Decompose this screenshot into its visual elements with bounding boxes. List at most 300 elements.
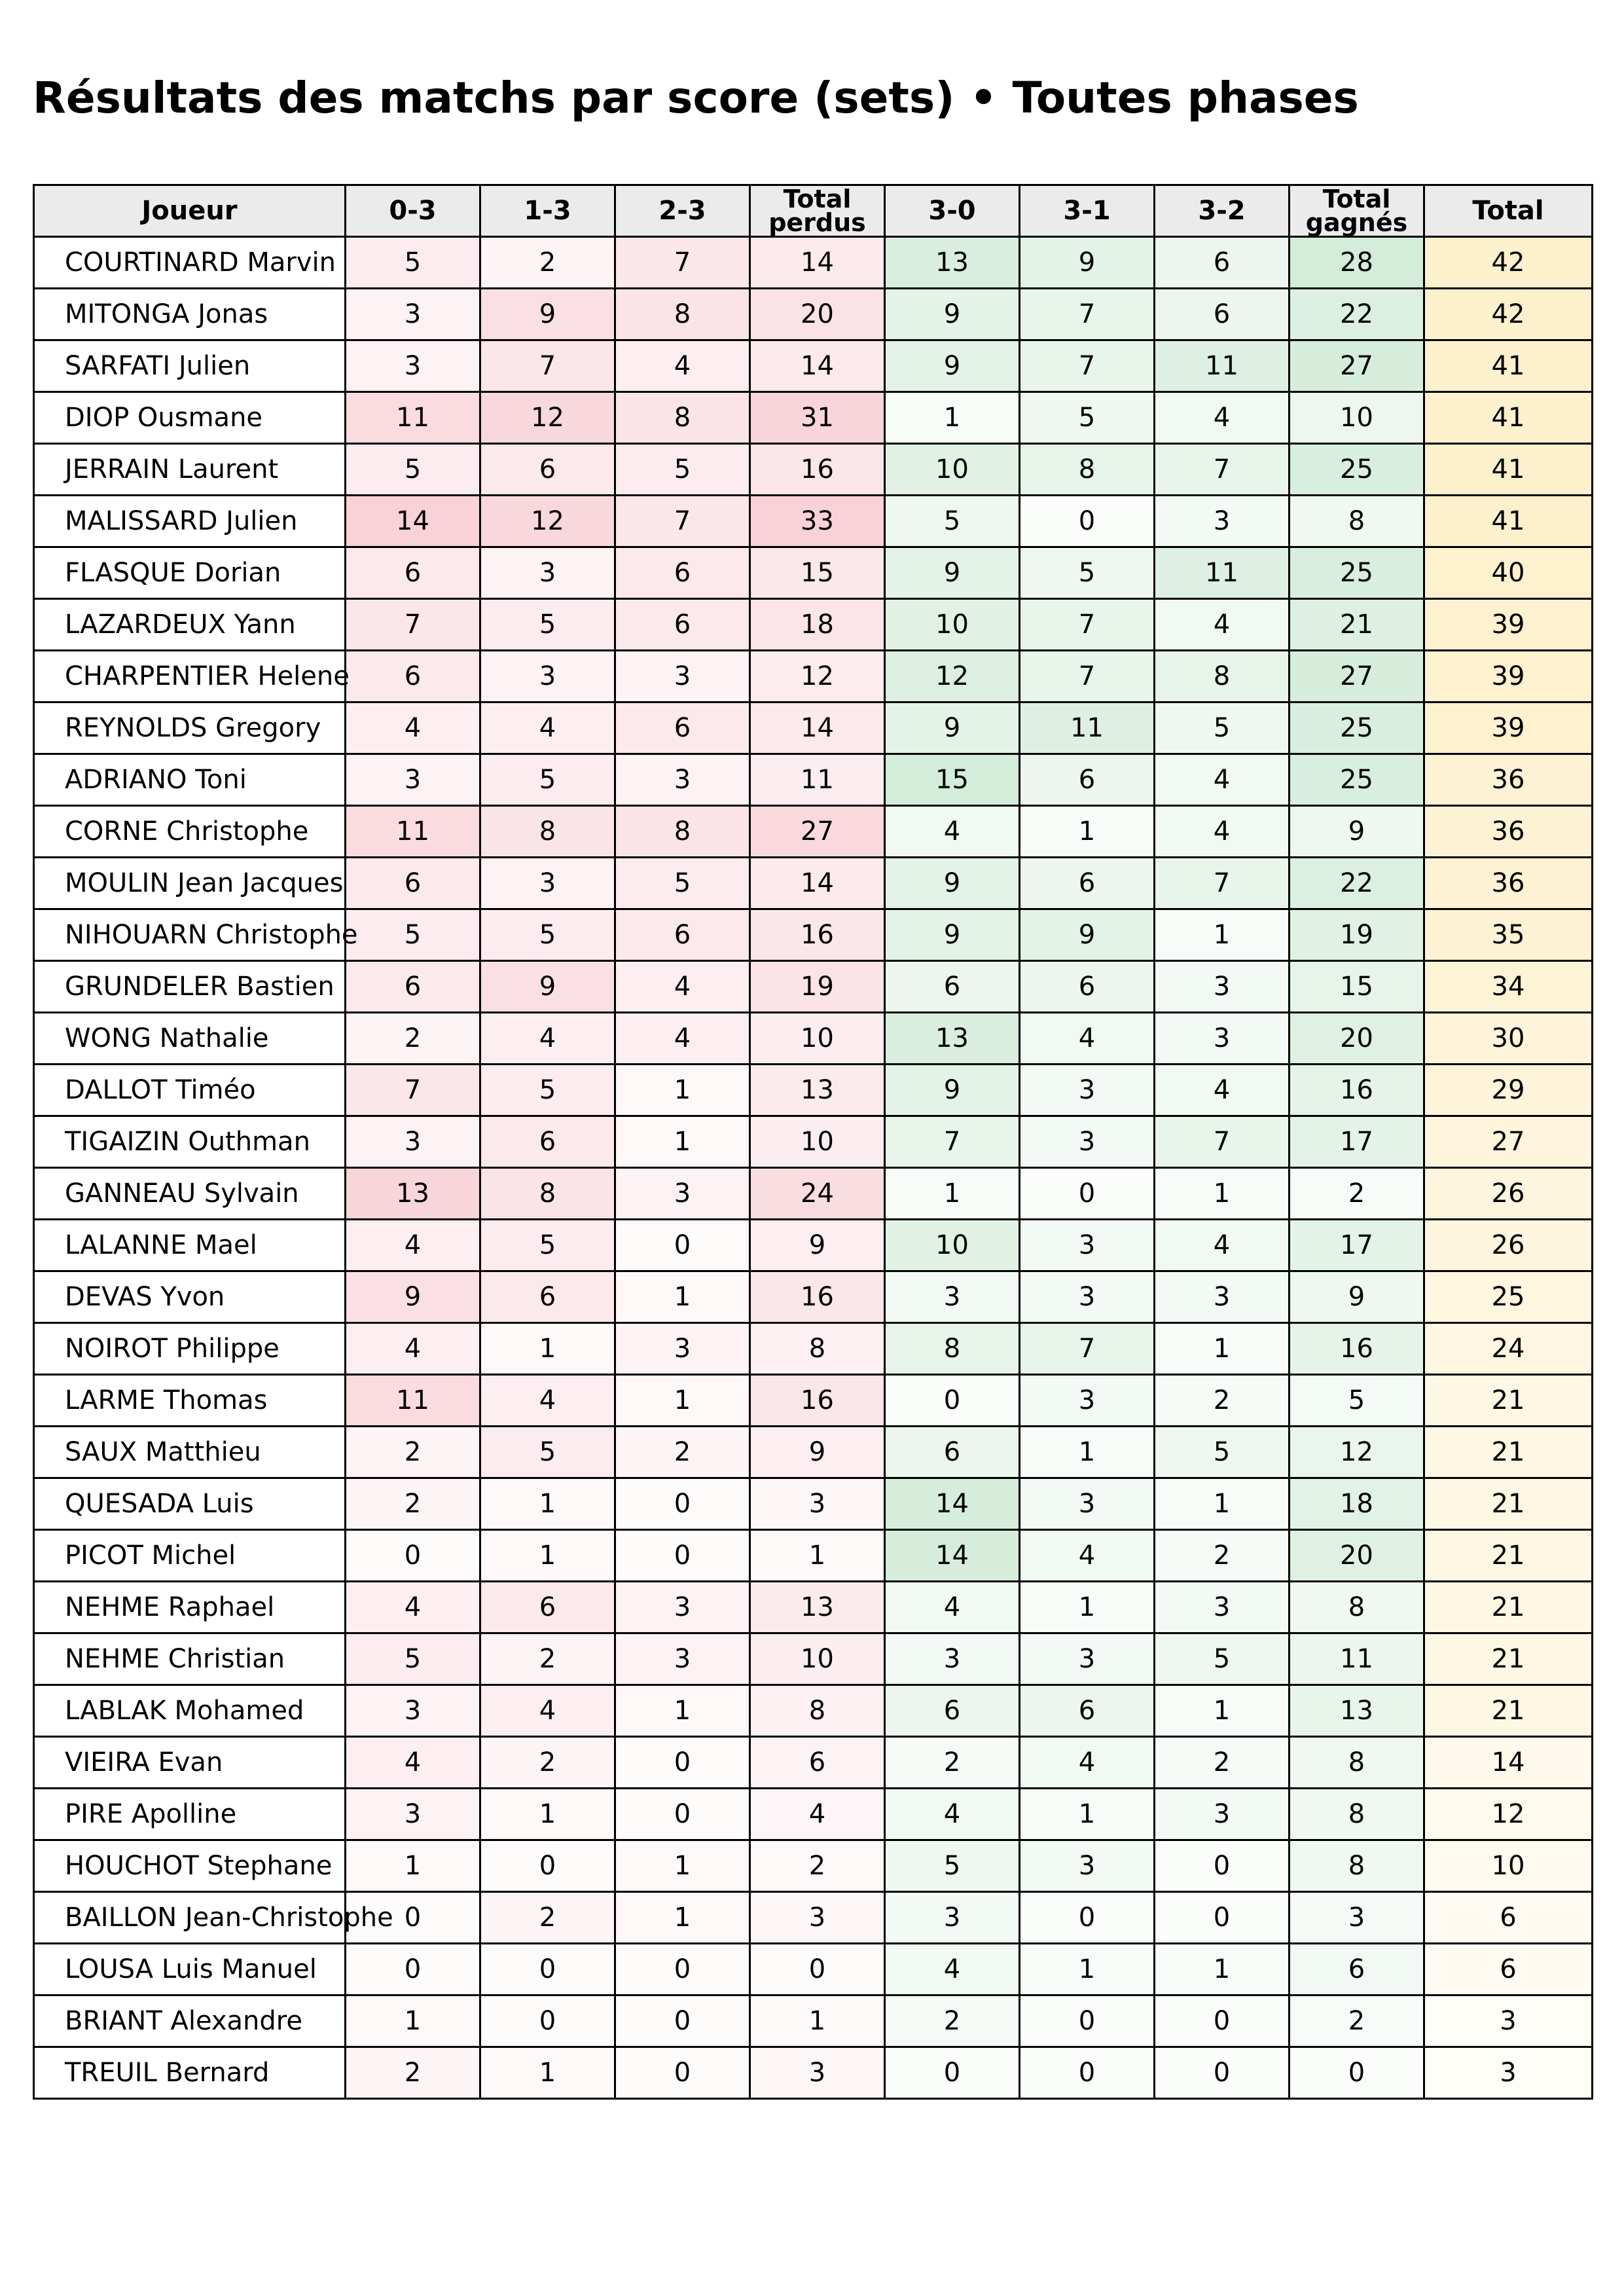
cell-total-won: 9 [1290,806,1424,858]
cell-won-3-2: 5 [1155,702,1290,754]
cell-total-lost: 1 [750,1995,885,2047]
cell-total: 41 [1424,496,1593,547]
cell-lost-2-3: 8 [615,392,750,444]
cell-lost-2-3: 3 [615,1168,750,1220]
cell-total: 36 [1424,754,1593,806]
cell-total-won: 11 [1290,1633,1424,1685]
cell-lost-1-3: 1 [480,1530,615,1582]
cell-total-won: 8 [1290,1789,1424,1840]
table-row [34,1685,1593,1737]
cell-won-3-1: 4 [1020,1737,1155,1789]
cell-total: 30 [1424,1013,1593,1065]
cell-lost-1-3: 4 [480,1013,615,1065]
cell-lost-0-3: 2 [346,1013,480,1065]
table-row [34,1013,1593,1065]
cell-won-3-0: 1 [885,1168,1020,1220]
header-player[interactable]: Joueur [34,185,346,237]
cell-won-3-0: 14 [885,1478,1020,1530]
cell-player-name: MOULIN Jean Jacques [34,858,346,909]
cell-won-3-2: 2 [1155,1375,1290,1427]
cell-lost-1-3: 5 [480,754,615,806]
cell-lost-2-3: 5 [615,444,750,496]
cell-won-3-1: 1 [1020,1944,1155,1995]
cell-lost-1-3: 1 [480,2047,615,2099]
cell-won-3-1: 5 [1020,547,1155,599]
cell-total-lost: 2 [750,1840,885,1892]
cell-total: 21 [1424,1633,1593,1685]
cell-player-name: SAUX Matthieu [34,1427,346,1478]
cell-won-3-0: 9 [885,340,1020,392]
cell-won-3-1: 6 [1020,1685,1155,1737]
cell-lost-0-3: 5 [346,1633,480,1685]
cell-won-3-1: 3 [1020,1271,1155,1323]
table-row [34,1220,1593,1271]
cell-player-name: LALANNE Mael [34,1220,346,1271]
cell-total-won: 8 [1290,1582,1424,1633]
cell-total-won: 20 [1290,1530,1424,1582]
page-title: Résultats des matchs par score (sets) • Toutes phases [33,73,1359,123]
cell-lost-0-3: 3 [346,754,480,806]
cell-total-lost: 14 [750,237,885,289]
header-total-lost-line2: perdus [768,208,866,237]
cell-won-3-1: 0 [1020,496,1155,547]
cell-won-3-0: 10 [885,1220,1020,1271]
cell-lost-1-3: 2 [480,1737,615,1789]
cell-lost-1-3: 5 [480,1427,615,1478]
cell-lost-1-3: 2 [480,1892,615,1944]
table-row [34,444,1593,496]
cell-total-won: 12 [1290,1427,1424,1478]
cell-lost-1-3: 5 [480,599,615,651]
cell-lost-1-3: 0 [480,1840,615,1892]
cell-lost-1-3: 3 [480,547,615,599]
cell-won-3-2: 1 [1155,1323,1290,1375]
cell-lost-2-3: 6 [615,909,750,961]
cell-lost-2-3: 7 [615,237,750,289]
table-row [34,1530,1593,1582]
cell-won-3-2: 0 [1155,1995,1290,2047]
cell-won-3-2: 5 [1155,1633,1290,1685]
cell-player-name: MITONGA Jonas [34,289,346,340]
cell-won-3-2: 11 [1155,340,1290,392]
cell-total-won: 21 [1290,599,1424,651]
cell-player-name: NOIROT Philippe [34,1323,346,1375]
table-row [34,1892,1593,1944]
cell-total-lost: 4 [750,1789,885,1840]
cell-lost-1-3: 1 [480,1323,615,1375]
cell-total-won: 2 [1290,1995,1424,2047]
cell-lost-1-3: 4 [480,1685,615,1737]
cell-lost-1-3: 5 [480,909,615,961]
cell-lost-2-3: 0 [615,1737,750,1789]
cell-player-name: NEHME Christian [34,1633,346,1685]
header-total[interactable]: Total [1424,185,1593,237]
cell-won-3-1: 0 [1020,2047,1155,2099]
cell-won-3-1: 7 [1020,1323,1155,1375]
cell-lost-2-3: 3 [615,1633,750,1685]
cell-won-3-2: 0 [1155,1892,1290,1944]
cell-lost-2-3: 3 [615,1323,750,1375]
cell-total-lost: 16 [750,1271,885,1323]
cell-total-lost: 10 [750,1013,885,1065]
cell-total: 29 [1424,1065,1593,1116]
cell-total: 42 [1424,237,1593,289]
cell-lost-0-3: 4 [346,1582,480,1633]
cell-total: 39 [1424,702,1593,754]
table-row [34,651,1593,702]
cell-won-3-0: 4 [885,806,1020,858]
cell-won-3-1: 7 [1020,289,1155,340]
cell-lost-1-3: 8 [480,806,615,858]
cell-won-3-0: 8 [885,1323,1020,1375]
cell-total-lost: 19 [750,961,885,1013]
cell-won-3-1: 1 [1020,1789,1155,1840]
cell-player-name: JERRAIN Laurent [34,444,346,496]
cell-lost-0-3: 1 [346,1840,480,1892]
cell-won-3-2: 4 [1155,1220,1290,1271]
cell-lost-0-3: 6 [346,961,480,1013]
cell-total-lost: 24 [750,1168,885,1220]
cell-total-lost: 6 [750,1737,885,1789]
cell-lost-2-3: 1 [615,1685,750,1737]
cell-total-lost: 0 [750,1944,885,1995]
cell-lost-2-3: 4 [615,961,750,1013]
cell-total: 21 [1424,1427,1593,1478]
cell-total: 3 [1424,2047,1593,2099]
table-row [34,702,1593,754]
cell-won-3-2: 4 [1155,806,1290,858]
cell-won-3-2: 7 [1155,1116,1290,1168]
cell-won-3-2: 3 [1155,1789,1290,1840]
cell-lost-2-3: 3 [615,651,750,702]
table-row [34,1116,1593,1168]
cell-won-3-2: 1 [1155,1478,1290,1530]
cell-total-won: 25 [1290,547,1424,599]
cell-lost-1-3: 12 [480,496,615,547]
cell-lost-2-3: 8 [615,289,750,340]
cell-won-3-1: 9 [1020,909,1155,961]
cell-lost-1-3: 2 [480,1633,615,1685]
cell-player-name: ADRIANO Toni [34,754,346,806]
table-row [34,1789,1593,1840]
cell-won-3-2: 1 [1155,1944,1290,1995]
cell-total-won: 8 [1290,1737,1424,1789]
cell-lost-1-3: 4 [480,702,615,754]
cell-total: 40 [1424,547,1593,599]
cell-won-3-0: 12 [885,651,1020,702]
cell-total: 26 [1424,1168,1593,1220]
cell-won-3-0: 9 [885,702,1020,754]
cell-total: 21 [1424,1478,1593,1530]
cell-won-3-2: 7 [1155,858,1290,909]
cell-won-3-0: 7 [885,1116,1020,1168]
cell-total-won: 22 [1290,289,1424,340]
cell-total-lost: 12 [750,651,885,702]
cell-lost-2-3: 0 [615,1944,750,1995]
cell-total-lost: 3 [750,2047,885,2099]
cell-won-3-0: 3 [885,1271,1020,1323]
cell-total-lost: 31 [750,392,885,444]
cell-total-won: 8 [1290,1840,1424,1892]
cell-total-won: 0 [1290,2047,1424,2099]
table-row [34,1582,1593,1633]
cell-total-lost: 27 [750,806,885,858]
cell-total-won: 8 [1290,496,1424,547]
cell-won-3-0: 6 [885,961,1020,1013]
table-row [34,858,1593,909]
cell-total-lost: 8 [750,1323,885,1375]
cell-total-won: 2 [1290,1168,1424,1220]
table-row [34,1271,1593,1323]
table-row [34,1633,1593,1685]
cell-total-lost: 16 [750,1375,885,1427]
cell-won-3-2: 3 [1155,1582,1290,1633]
cell-lost-0-3: 11 [346,806,480,858]
cell-lost-2-3: 0 [615,1220,750,1271]
header-lost-1-3[interactable]: 1-3 [480,185,615,237]
cell-total-lost: 10 [750,1116,885,1168]
cell-total: 36 [1424,858,1593,909]
cell-won-3-0: 1 [885,392,1020,444]
cell-won-3-0: 9 [885,547,1020,599]
cell-won-3-1: 4 [1020,1530,1155,1582]
cell-total-lost: 10 [750,1633,885,1685]
cell-won-3-1: 7 [1020,340,1155,392]
table-row [34,1323,1593,1375]
cell-lost-1-3: 2 [480,237,615,289]
cell-player-name: DIOP Ousmane [34,392,346,444]
cell-total: 39 [1424,599,1593,651]
cell-player-name: LARME Thomas [34,1375,346,1427]
cell-won-3-2: 1 [1155,1685,1290,1737]
cell-total-lost: 16 [750,444,885,496]
cell-total-won: 22 [1290,858,1424,909]
cell-total-won: 10 [1290,392,1424,444]
cell-won-3-1: 3 [1020,1375,1155,1427]
cell-lost-1-3: 0 [480,1944,615,1995]
cell-lost-1-3: 6 [480,1271,615,1323]
cell-won-3-2: 1 [1155,909,1290,961]
table-row [34,1168,1593,1220]
cell-won-3-0: 6 [885,1427,1020,1478]
cell-lost-2-3: 0 [615,1995,750,2047]
cell-lost-0-3: 4 [346,1220,480,1271]
cell-lost-1-3: 1 [480,1478,615,1530]
cell-total-won: 19 [1290,909,1424,961]
cell-won-3-1: 3 [1020,1220,1155,1271]
cell-total: 41 [1424,392,1593,444]
cell-total: 39 [1424,651,1593,702]
header-total-won-line1: Total [1322,185,1391,213]
cell-won-3-1: 11 [1020,702,1155,754]
cell-total-won: 18 [1290,1478,1424,1530]
cell-total-won: 20 [1290,1013,1424,1065]
cell-total-lost: 13 [750,1065,885,1116]
header-won-3-2[interactable]: 3-2 [1155,185,1290,237]
cell-total-won: 17 [1290,1116,1424,1168]
header-lost-2-3[interactable]: 2-3 [615,185,750,237]
cell-won-3-0: 3 [885,1633,1020,1685]
header-lost-0-3[interactable]: 0-3 [346,185,480,237]
cell-player-name: VIEIRA Evan [34,1737,346,1789]
cell-lost-1-3: 0 [480,1995,615,2047]
cell-lost-2-3: 6 [615,547,750,599]
cell-lost-1-3: 5 [480,1220,615,1271]
cell-total: 42 [1424,289,1593,340]
cell-total-lost: 8 [750,1685,885,1737]
cell-lost-0-3: 13 [346,1168,480,1220]
cell-lost-2-3: 1 [615,1065,750,1116]
cell-won-3-0: 14 [885,1530,1020,1582]
cell-lost-2-3: 3 [615,1582,750,1633]
table-row [34,754,1593,806]
cell-lost-2-3: 1 [615,1892,750,1944]
cell-lost-2-3: 1 [615,1116,750,1168]
cell-won-3-0: 0 [885,2047,1020,2099]
table-row [34,1944,1593,1995]
table-header-row [34,185,1593,237]
cell-player-name: COURTINARD Marvin [34,237,346,289]
cell-won-3-1: 7 [1020,651,1155,702]
cell-won-3-2: 0 [1155,1840,1290,1892]
header-won-3-1[interactable]: 3-1 [1020,185,1155,237]
table-row [34,289,1593,340]
cell-lost-0-3: 9 [346,1271,480,1323]
cell-total: 21 [1424,1375,1593,1427]
cell-total-won: 25 [1290,444,1424,496]
cell-lost-0-3: 4 [346,1323,480,1375]
cell-won-3-2: 2 [1155,1737,1290,1789]
table-row [34,1737,1593,1789]
cell-total-lost: 14 [750,858,885,909]
cell-player-name: HOUCHOT Stephane [34,1840,346,1892]
cell-lost-1-3: 5 [480,1065,615,1116]
header-total-won[interactable] [1290,185,1424,237]
cell-won-3-0: 2 [885,1737,1020,1789]
cell-total-won: 15 [1290,961,1424,1013]
cell-total-lost: 11 [750,754,885,806]
cell-won-3-0: 13 [885,237,1020,289]
cell-total: 41 [1424,444,1593,496]
cell-won-3-0: 9 [885,1065,1020,1116]
cell-player-name: DEVAS Yvon [34,1271,346,1323]
cell-lost-1-3: 6 [480,444,615,496]
cell-total-lost: 3 [750,1892,885,1944]
cell-lost-0-3: 7 [346,1065,480,1116]
cell-won-3-2: 3 [1155,496,1290,547]
cell-total-won: 6 [1290,1944,1424,1995]
cell-total-won: 25 [1290,702,1424,754]
cell-lost-2-3: 7 [615,496,750,547]
cell-won-3-1: 9 [1020,237,1155,289]
cell-lost-2-3: 0 [615,1530,750,1582]
cell-won-3-0: 9 [885,289,1020,340]
cell-lost-2-3: 4 [615,1013,750,1065]
cell-total-won: 5 [1290,1375,1424,1427]
cell-won-3-2: 7 [1155,444,1290,496]
cell-won-3-2: 1 [1155,1168,1290,1220]
cell-won-3-1: 1 [1020,1427,1155,1478]
cell-won-3-0: 9 [885,909,1020,961]
table-row [34,496,1593,547]
table-row [34,1995,1593,2047]
cell-won-3-2: 4 [1155,754,1290,806]
cell-lost-2-3: 1 [615,1375,750,1427]
table-row [34,1375,1593,1427]
cell-lost-0-3: 3 [346,289,480,340]
cell-player-name: NIHOUARN Christophe [34,909,346,961]
cell-player-name: TIGAIZIN Outhman [34,1116,346,1168]
cell-lost-0-3: 2 [346,2047,480,2099]
cell-won-3-1: 5 [1020,392,1155,444]
cell-player-name: CORNE Christophe [34,806,346,858]
cell-lost-1-3: 3 [480,651,615,702]
cell-total: 10 [1424,1840,1593,1892]
cell-lost-0-3: 11 [346,1375,480,1427]
cell-player-name: PICOT Michel [34,1530,346,1582]
cell-lost-1-3: 1 [480,1789,615,1840]
cell-total-won: 27 [1290,651,1424,702]
header-total-lost[interactable] [750,185,885,237]
cell-total-lost: 16 [750,909,885,961]
cell-player-name: BAILLON Jean-Christophe [34,1892,346,1944]
table-row [34,237,1593,289]
table-row [34,909,1593,961]
cell-lost-2-3: 1 [615,1840,750,1892]
cell-won-3-2: 11 [1155,547,1290,599]
cell-player-name: GANNEAU Sylvain [34,1168,346,1220]
cell-lost-1-3: 3 [480,858,615,909]
header-won-3-0[interactable]: 3-0 [885,185,1020,237]
cell-lost-2-3: 0 [615,1789,750,1840]
cell-lost-0-3: 3 [346,1789,480,1840]
cell-won-3-0: 10 [885,444,1020,496]
cell-won-3-1: 7 [1020,599,1155,651]
cell-total-won: 3 [1290,1892,1424,1944]
cell-total-won: 25 [1290,754,1424,806]
cell-won-3-1: 4 [1020,1013,1155,1065]
cell-lost-0-3: 3 [346,340,480,392]
cell-lost-2-3: 1 [615,1271,750,1323]
cell-won-3-1: 3 [1020,1840,1155,1892]
table-row [34,1478,1593,1530]
cell-won-3-0: 4 [885,1582,1020,1633]
cell-lost-2-3: 8 [615,806,750,858]
cell-total-lost: 9 [750,1220,885,1271]
header-total-won-line2: gagnés [1305,208,1408,237]
cell-won-3-1: 6 [1020,858,1155,909]
cell-won-3-2: 4 [1155,392,1290,444]
cell-total-lost: 13 [750,1582,885,1633]
cell-won-3-1: 3 [1020,1633,1155,1685]
cell-player-name: NEHME Raphael [34,1582,346,1633]
cell-player-name: WONG Nathalie [34,1013,346,1065]
cell-won-3-0: 5 [885,1840,1020,1892]
cell-lost-2-3: 2 [615,1427,750,1478]
cell-player-name: LABLAK Mohamed [34,1685,346,1737]
cell-won-3-1: 0 [1020,1892,1155,1944]
cell-won-3-2: 3 [1155,1271,1290,1323]
cell-player-name: TREUIL Bernard [34,2047,346,2099]
cell-lost-0-3: 11 [346,392,480,444]
cell-player-name: PIRE Apolline [34,1789,346,1840]
cell-lost-2-3: 6 [615,702,750,754]
cell-total: 41 [1424,340,1593,392]
table-row [34,806,1593,858]
cell-won-3-2: 0 [1155,2047,1290,2099]
cell-won-3-2: 3 [1155,1013,1290,1065]
cell-player-name: DALLOT Timéo [34,1065,346,1116]
